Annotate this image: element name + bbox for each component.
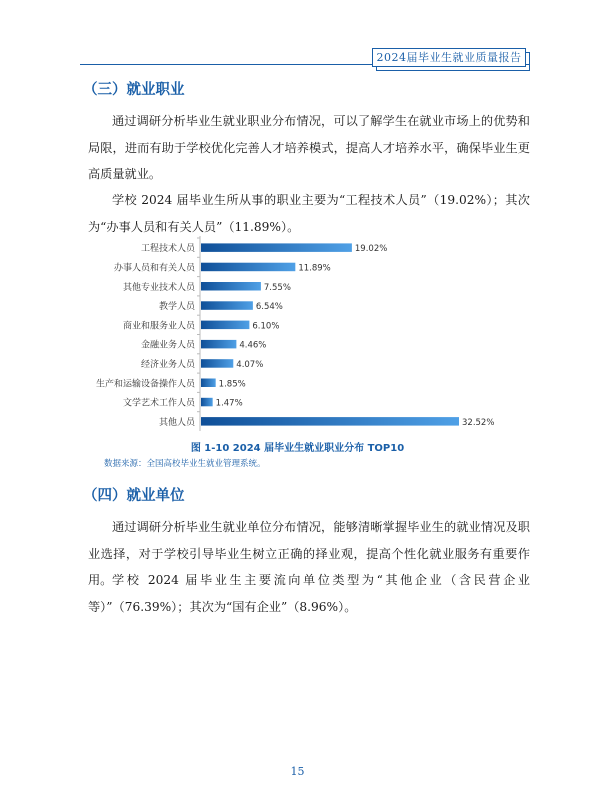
chart-value-label: 7.55% — [263, 282, 291, 293]
chart-bar — [201, 417, 459, 426]
chart-value-label: 6.54% — [255, 302, 283, 313]
chart-category-label: 生产和运输设备操作人员 — [95, 379, 195, 390]
section-title-occupation: （三）就业职业 — [83, 82, 185, 98]
chart-category-label: 金融业务人员 — [140, 340, 195, 351]
chart-category-label: 其他人员 — [158, 417, 195, 428]
chart-category-label: 工程技术人员 — [140, 244, 195, 255]
chart-value-label: 4.46% — [239, 340, 267, 351]
chart-value-label: 32.52% — [462, 417, 495, 428]
page-number: 15 — [290, 765, 305, 778]
chart-bar — [201, 379, 216, 388]
employer-summary-paragraph: 学校 2024 届毕业生主要流向单位类型为“其他企业（含民营企业等）”（76.39%）；其次为“国有企业”（8.96%）。 — [88, 573, 530, 614]
occupation-summary-paragraph: 学校 2024 届毕业生所从事的职业主要为“工程技术人员”（19.02%）；其次为“办事人员和有关人员”（11.89%）。 — [88, 193, 530, 234]
chart-category-label: 商业和服务业人员 — [122, 321, 195, 332]
chart-value-label: 1.85% — [218, 379, 246, 390]
chart-bar — [201, 398, 213, 407]
chart-value-label: 19.02% — [354, 244, 388, 255]
chart-category-label: 经济业务人员 — [140, 359, 195, 370]
chart-category-label: 文学艺术工作人员 — [122, 398, 195, 409]
chart-value-label: 11.89% — [298, 263, 331, 274]
chart-category-label: 其他专业技术人员 — [122, 282, 195, 293]
chart-source-note: 数据来源：全国高校毕业生就业管理系统。 — [104, 459, 266, 469]
report-header-title: 2024届毕业生就业质量报告 — [372, 48, 526, 67]
chart-bar — [201, 301, 253, 310]
chart-category-label: 教学人员 — [158, 302, 195, 313]
chart-value-label: 1.47% — [215, 398, 243, 409]
chart-bar — [201, 321, 249, 330]
chart-bar — [201, 282, 261, 291]
employer-intro-paragraph: 通过调研分析毕业生就业单位分布情况，能够清晰掌握毕业生的就业情况及职业选择，对于学校引导毕业生树立正确的择业观，提高个性化就业服务有重要作用。 — [88, 520, 530, 587]
chart-caption: 图 1-10 2024 届毕业生就业职业分布 TOP10 — [190, 443, 405, 454]
chart-bar — [201, 340, 236, 349]
chart-bar — [201, 359, 233, 368]
chart-category-label: 办事人员和有关人员 — [113, 263, 195, 274]
chart-bar — [201, 243, 352, 252]
chart-value-label: 4.07% — [236, 359, 264, 370]
chart-bar — [201, 263, 295, 272]
chart-value-label: 6.10% — [252, 321, 280, 332]
occupation-intro-paragraph: 通过调研分析毕业生就业职业分布情况，可以了解学生在就业市场上的优势和局限，进而有助于学校优化完善人才培养模式，提高人才培养水平，确保毕业生更高质量就业。 — [88, 114, 530, 181]
occupation-bar-chart — [80, 234, 550, 434]
section-title-employer: （四）就业单位 — [83, 488, 185, 504]
